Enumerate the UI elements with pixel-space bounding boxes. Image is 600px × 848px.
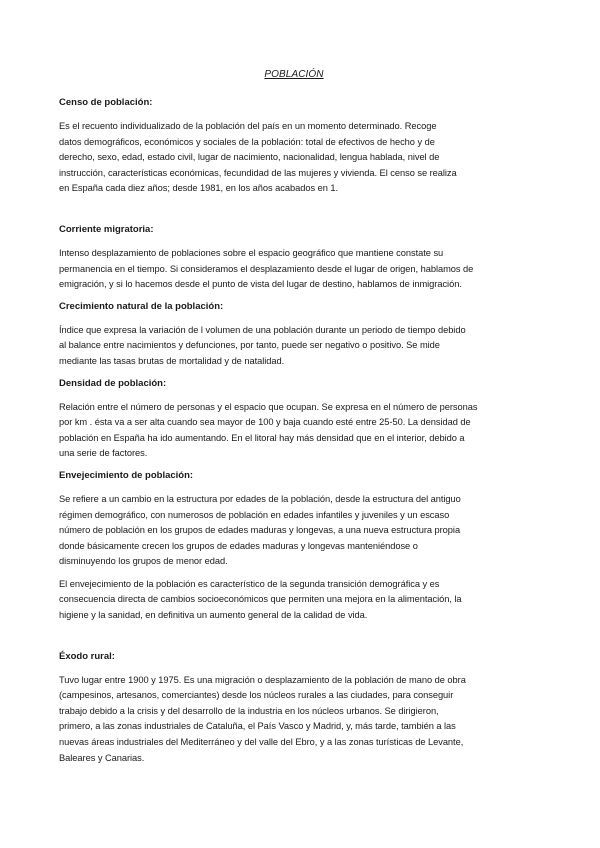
section-paragraph: El envejecimiento de la población es característico de la segunda transición demográfica y es consecuencia directa de cambios socioeconómicos que permiten una mejora en la alimentación, la higiene y la sanidad, en definitiva un aumento general de la calidad de vida. <box>59 578 462 621</box>
section-envejecimiento <box>59 469 529 624</box>
section-heading: Crecimiento natural de la población: <box>59 300 224 312</box>
section-heading: Envejecimiento de población: <box>59 469 194 481</box>
document-page <box>59 68 529 766</box>
section-heading: Éxodo rural: <box>59 650 115 662</box>
section-paragraph: Intenso desplazamiento de poblaciones sobre el espacio geográfico que mantiene constate su permanencia en el tiempo. Si consideramos el desplazamiento desde el lugar de origen, hablamos de emigración, y si lo hacemos desde el punto de vista del lugar de destino, hablamos de inmigración. <box>59 247 474 290</box>
section-censo <box>59 96 529 197</box>
document-title: POBLACIÓN <box>264 69 324 80</box>
section-heading: Densidad de población: <box>59 377 167 389</box>
section-densidad <box>59 377 529 462</box>
section-paragraph: Índice que expresa la variación de l volumen de una población durante un periodo de tiempo debido al balance entre nacimientos y defunciones, por tanto, puede ser negativo o positivo. Se mide mediante las tasas brutas de mortalidad y de natalidad. <box>59 324 466 366</box>
section-heading: Corriente migratoria: <box>59 223 154 235</box>
section-paragraph: Se refiere a un cambio en la estructura por edades de la población, desde la estructura del antiguo régimen demográfico, con numerosos de población en edades infantiles y juveniles y un escaso número de población en los grupos de edades maduras y longevas, a una nueva estructura propia donde básicamente crecen los grupos de edades maduras y longevas manteniéndose o disminuyendo los grupos de menor edad. <box>59 493 461 567</box>
section-paragraph: Tuvo lugar entre 1900 y 1975. Es una migración o desplazamiento de la población de mano de obra (campesinos, artesanos, comerciantes) desde los núcleos rurales a las ciudades, para conseguir trabajo debido a la crisis y del desarrollo de la industria en los núcleos urbanos. Se dirigieron, primero, a las zonas industriales de Cataluña, el País Vasco y Madrid, y, más tarde, también a las nuevas áreas industriales del Mediterráneo y del valle del Ebro, y a las zonas turísticas de Levante, Baleares y Canarias. <box>59 674 466 763</box>
section-crecimiento-natural <box>59 300 529 370</box>
section-heading: Censo de población: <box>59 97 153 108</box>
section-corriente-migratoria <box>59 223 529 293</box>
section-exodo-rural <box>59 650 529 767</box>
section-paragraph: Relación entre el número de personas y el espacio que ocupan. Se expresa en el número de personas por km . ésta va a ser alta cuando sea mayor de 100 y baja cuando esté entre 25-50. La densidad de población en España ha ido aumentando. En el litoral hay más densidad que en el interior, debido a una serie de factores. <box>59 401 478 459</box>
section-paragraph: Es el recuento individualizado de la población del país en un momento determinado. Recoge datos demográficos, económicos y sociales de la población: total de efectivos de hecho y de derecho, sexo, edad, estado civil, lugar de nacimiento, nacionalidad, lengua hablada, nivel de instrucción, características económicas, fecundidad de las mujeres y vivienda. El censo se realiza en España cada diez años; desde 1981, en los años acabados en 1. <box>59 121 457 194</box>
